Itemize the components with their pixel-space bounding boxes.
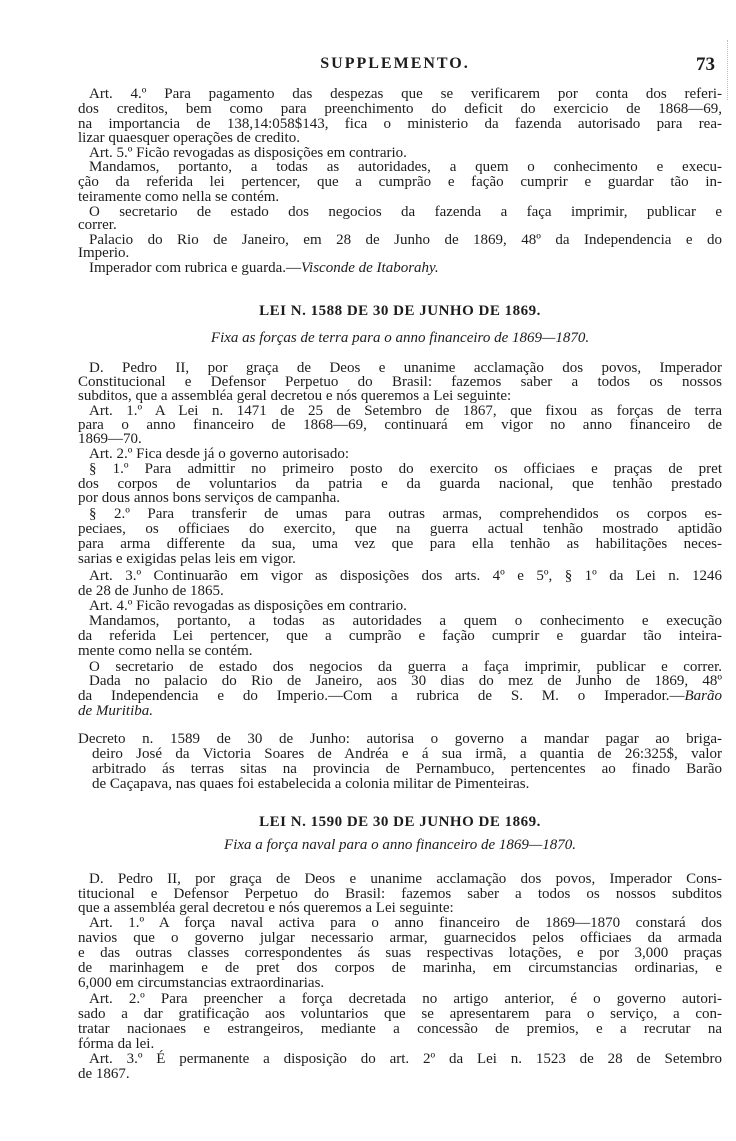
text-line: Imperio.: [78, 245, 130, 261]
text-line: peciaes, os officiaes do exercito, que na guerra actual tenhão mostrado aptidão: [78, 521, 722, 537]
text-line: de 28 de Junho de 1865.: [78, 583, 224, 599]
text-line: ção da referida lei pertencer, que a cumprão e fação cumprir e guardar tão in-: [78, 174, 722, 190]
text-line: 6,000 em circumstancias extraordinarias.: [78, 975, 325, 991]
law-title: LEI N. 1588 DE 30 DE JUNHO DE 1869.: [259, 303, 541, 319]
text-line: Art. 4.º Ficão revogadas as disposições em contrario.: [89, 598, 407, 614]
signer-name: Visconde de Itaborahy.: [301, 260, 439, 276]
page-number: 73: [696, 54, 715, 75]
text-line: titucional e Defensor Perpetuo do Brasil: fazemos saber a todos os nossos subditos: [78, 886, 722, 902]
text-line: dos corpos de voluntarios da patria e da guarda nacional, que tenhão prestado: [78, 476, 722, 492]
text-line: lizar quaesquer operações de credito.: [78, 130, 300, 146]
text-line: Mandamos, portanto, a todas as autoridades, a quem o conhecimento e execu-: [89, 159, 722, 175]
text-line: 1869—70.: [78, 431, 142, 447]
text-line: deiro José da Victoria Soares de Andréa e á sua irmã, a quantia de 26:325$, valor: [92, 746, 722, 762]
signer-name: de Muritiba.: [78, 703, 153, 719]
text-line: navios que o governo julgar necessario armar, guarnecidos pelos officiaes da armada: [78, 930, 722, 946]
text-line: Decreto n. 1589 de 30 de Junho: autorisa o governo a mandar pagar ao briga-: [78, 731, 722, 747]
text-line: Art. 1.º A força naval activa para o anno financeiro de 1869—1870 constará dos: [89, 915, 722, 931]
text-line: teiramente como nella se contém.: [78, 189, 280, 205]
text-line: dos creditos, bem como para preenchimento do deficit do exercicio de 1868—69,: [78, 101, 722, 117]
running-header: SUPPLEMENTO.: [320, 55, 470, 72]
text-line: que a assembléa geral decretou e nós queremos a Lei seguinte:: [78, 900, 454, 916]
text-line: Art. 2.º Fica desde já o governo autorisado:: [89, 446, 350, 462]
signature-line: [89, 259, 722, 277]
text-line: de marinhagem e de pret dos corpos de marinha, em circumstancias ordinarias, e: [78, 960, 722, 976]
text-line: sado a dar gratificação aos voluntarios que se apresentarem para o serviço, a con-: [78, 1006, 722, 1022]
text-line: Constitucional e Defensor Perpetuo do Brasil: fazemos saber a todos os nossos: [78, 374, 722, 390]
law-subtitle: Fixa a força naval para o anno financeiro de 1869—1870.: [224, 837, 576, 853]
text-line: D. Pedro II, por graça de Deos e unanime acclamação dos povos, Imperador: [89, 360, 722, 376]
text-line: Art. 1.º A Lei n. 1471 de 25 de Setembro de 1867, que fixou as forças de terra: [89, 403, 722, 419]
signature-text: Imperador com rubrica e guarda.—: [89, 260, 301, 276]
text-line: tratar nacionaes e estrangeiros, mediante a concessão de premios, e a recrutar na: [78, 1021, 722, 1037]
text-line: da referida Lei pertencer, que a cumprão e fação cumprir e guardar tão inteira-: [78, 628, 722, 644]
law-title: LEI N. 1590 DE 30 DE JUNHO DE 1869.: [259, 814, 541, 830]
text-line: arbitrado ás terras sitas na provincia de Pernambuco, pertencentes ao finado Barão: [92, 761, 722, 777]
text-line: Art. 3.º Continuarão em vigor as disposições dos arts. 4º e 5º, § 1º da Lei n. 1246: [89, 568, 722, 584]
text-line: Art. 4.º Para pagamento das despezas que se verificarem por conta dos referi-: [89, 86, 722, 102]
text-line: § 1.º Para admittir no primeiro posto do exercito os officiaes e praças de pret: [89, 461, 722, 477]
text-line: O secretario de estado dos negocios da fazenda a faça imprimir, publicar e: [89, 204, 722, 220]
text-line: e das outras classes correspondentes ás suas respectivas lotações, e por 3,000 praças: [78, 945, 722, 961]
text-fragment: da Independencia e do Imperio.—Com a rubrica de S. M. o Imperador.—: [78, 688, 685, 704]
text-line: fórma da lei.: [78, 1036, 155, 1052]
text-line: O secretario de estado dos negocios da guerra a faça imprimir, publicar e correr.: [89, 659, 722, 675]
text-line: § 2.º Para transferir de umas para outras armas, comprehendidos os corpos es-: [89, 506, 722, 522]
text-line: na importancia de 138,14:058$143, fica o ministerio da fazenda autorisado para rea-: [78, 116, 722, 132]
text-line: Dada no palacio do Rio de Janeiro, aos 30 dias do mez de Junho de 1869, 48º: [89, 673, 722, 689]
text-line: Mandamos, portanto, a todas as autoridades a quem o conhecimento e execução: [89, 613, 722, 629]
signer-name: Barão: [684, 688, 722, 704]
text-line: para arma differente da sua, uma vez que para ella tenhão as habilitações neces-: [78, 536, 722, 552]
text-line: Art. 2.º Para preencher a força decretada no artigo anterior, é o governo autori-: [89, 991, 722, 1007]
text-line: D. Pedro II, por graça de Deos e unanime acclamação dos povos, Imperador Cons-: [89, 871, 722, 887]
text-line: subditos, que a assembléa geral decretou e nós queremos a Lei seguinte:: [78, 388, 512, 404]
text-line: Art. 5.º Ficão revogadas as disposições em contrario.: [89, 145, 407, 161]
text-line: de 1867.: [78, 1066, 130, 1082]
text-line: sarias e exigidas pelas leis em vigor.: [78, 551, 296, 567]
text-line: por dous annos bons serviços de campanha.: [78, 490, 341, 506]
text-line: correr.: [78, 217, 117, 233]
text-line: Palacio do Rio de Janeiro, em 28 de Junho de 1869, 48º da Independencia e do: [89, 232, 722, 248]
text-line: de Caçapava, nas quaes foi estabelecida a colonia militar de Pimenteiras.: [92, 776, 530, 792]
text-line: para o anno financeiro de 1868—69, continuará em vigor no anno financeiro de: [78, 417, 722, 433]
law-subtitle: Fixa as forças de terra para o anno financeiro de 1869—1870.: [210, 330, 590, 346]
text-line: mente como nella se contém.: [78, 643, 253, 659]
text-line: Art. 3.º É permanente a disposição do art. 2º da Lei n. 1523 de 28 de Setembro: [89, 1051, 722, 1067]
